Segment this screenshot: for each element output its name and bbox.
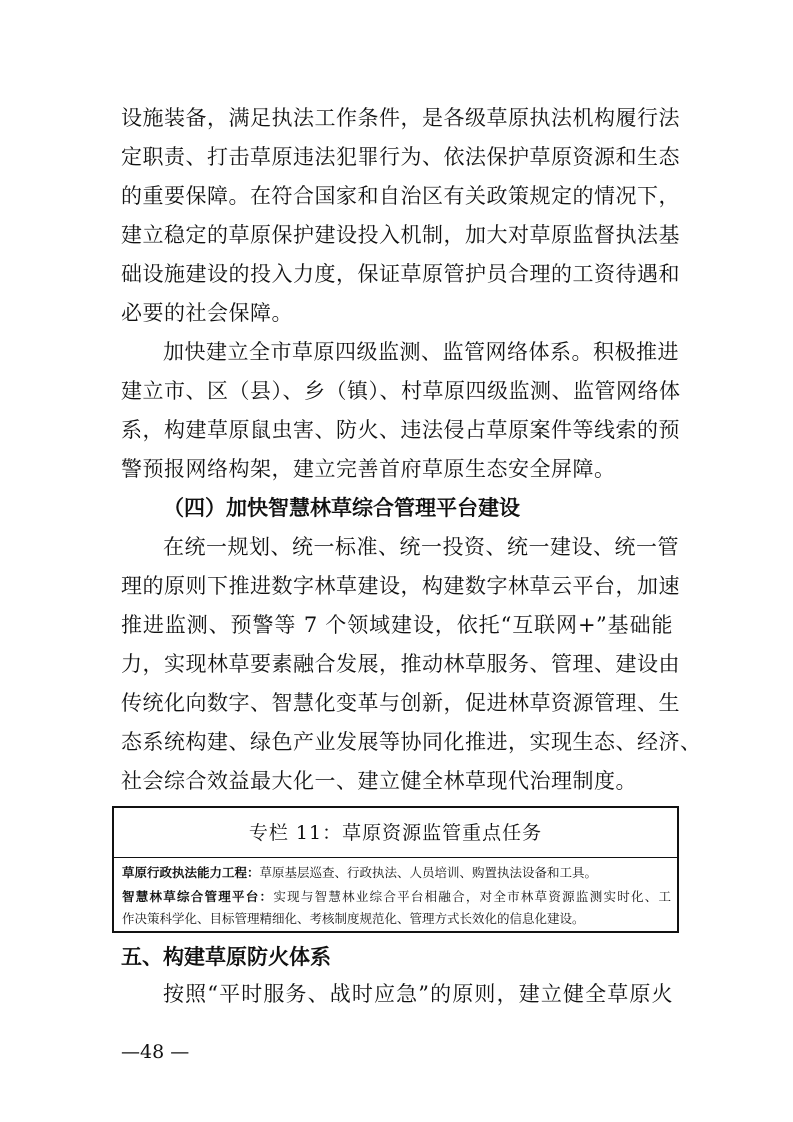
paragraph-line: 必要的社会保障。 <box>121 301 293 325</box>
paragraph-line: 定职责、打击草原违法犯罪行为、依法保护草原资源和生态 <box>121 145 680 169</box>
box-item-text: 实现与智慧林业综合平台相融合，对全市林草资源监测实时化、工 <box>273 889 671 904</box>
box-item-continued: 作决策科学化、目标管理精细化、考核制度规范化、管理方式长效化的信息化建设。 <box>122 911 585 926</box>
paragraph-line: 推进监测、预警等 7 个领域建设，依托“互联网+”基础能 <box>121 613 673 637</box>
box-title: 专栏 11：草原资源监管重点任务 <box>114 808 677 858</box>
box-item <box>122 864 671 882</box>
paragraph-line: 传统化向数字、智慧化变革与创新，促进林草资源管理、生 <box>121 691 680 715</box>
paragraph-line: 的重要保障。在符合国家和自治区有关政策规定的情况下， <box>121 184 680 208</box>
paragraph-line: 态系统构建、绿色产业发展等协同化推进，实现生态、经济、 <box>121 730 702 754</box>
paragraph-line: 加快建立全市草原四级监测、监管网络体系。积极推进 <box>163 340 679 364</box>
paragraph-line: 建立稳定的草原保护建设投入机制，加大对草原监督执法基 <box>121 223 680 247</box>
paragraph-line: 础设施建设的投入力度，保证草原管护员合理的工资待遇和 <box>121 262 680 286</box>
paragraph-line: 社会综合效益最大化一、建立健全林草现代治理制度。 <box>121 769 637 793</box>
paragraph-line: 在统一规划、统一标准、统一投资、统一建设、统一管 <box>163 535 679 559</box>
paragraph-line: 设施装备，满足执法工作条件，是各级草原执法机构履行法 <box>121 106 680 130</box>
box-item <box>122 888 671 906</box>
subsection-heading: （四）加快智慧林草综合管理平台建设 <box>163 495 520 520</box>
paragraph-line: 力，实现林草要素融合发展，推动林草服务、管理、建设由 <box>121 652 680 676</box>
page-number: —48 — <box>121 1041 190 1063</box>
box-item-text: 草原基层巡查、行政执法、人员培训、购置执法设备和工具。 <box>259 865 598 880</box>
paragraph-line: 理的原则下推进数字林草建设，构建数字林草云平台，加速 <box>121 574 680 598</box>
paragraph-line: 建立市、区（县）、乡（镇）、村草原四级监测、监管网络体 <box>121 379 681 403</box>
section-heading: 五、构建草原防火体系 <box>121 945 331 969</box>
paragraph-line: 系，构建草原鼠虫害、防火、违法侵占草原案件等线索的预 <box>121 418 680 442</box>
box-item-label: 草原行政执法能力工程： <box>122 865 260 880</box>
paragraph-line: 警预报网络构架，建立完善首府草原生态安全屏障。 <box>121 457 616 481</box>
paragraph-line: 按照“平时服务、战时应急”的原则，建立健全草原火 <box>163 982 673 1006</box>
column-box <box>112 806 679 933</box>
box-item-label: 智慧林草综合管理平台： <box>122 889 274 904</box>
